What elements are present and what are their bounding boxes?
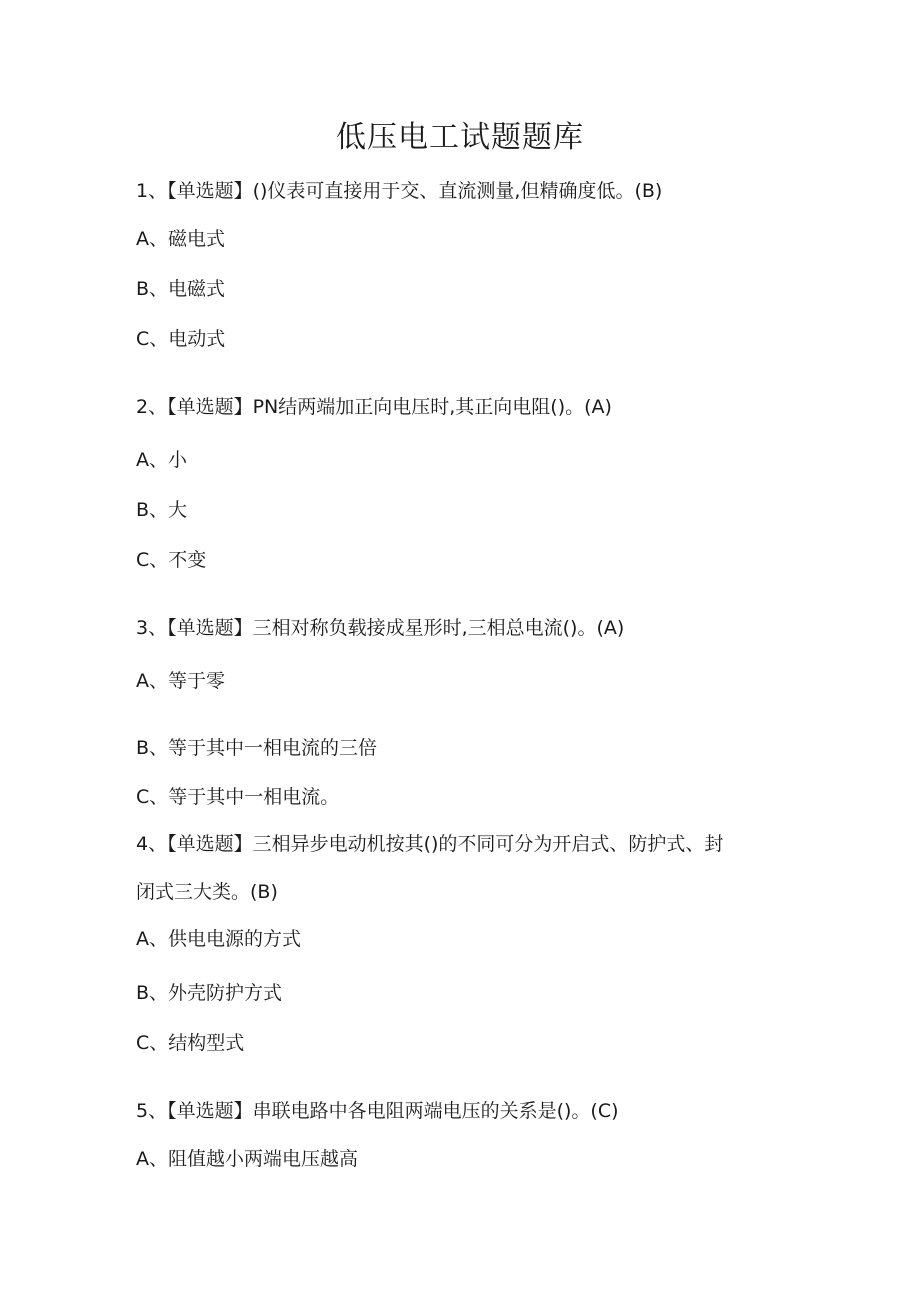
- question-4-option-a: A、供电电源的方式: [136, 928, 301, 950]
- question-4-stem-continued: 闭式三大类。(B): [136, 881, 278, 903]
- question-3-option-c: C、等于其中一相电流。: [136, 786, 340, 808]
- question-5-stem: 5、【单选题】串联电路中各电阻两端电压的关系是()。(C): [136, 1100, 619, 1122]
- question-2-option-c: C、不变: [136, 549, 207, 571]
- question-2-stem: 2、【单选题】PN结两端加正向电压时,其正向电阻()。(A): [136, 396, 612, 418]
- question-5-option-a: A、阻值越小两端电压越高: [136, 1148, 358, 1170]
- question-1-stem: 1、【单选题】()仪表可直接用于交、直流测量,但精确度低。(B): [136, 180, 663, 202]
- question-3-option-a: A、等于零: [136, 670, 225, 692]
- question-4-option-b: B、外壳防护方式: [136, 982, 283, 1004]
- question-1-option-b: B、电磁式: [136, 278, 226, 300]
- question-3-option-b: B、等于其中一相电流的三倍: [136, 737, 378, 759]
- question-3-stem: 3、【单选题】三相对称负载接成星形时,三相总电流()。(A): [136, 617, 625, 639]
- question-2-option-a: A、小: [136, 449, 187, 471]
- question-4-option-c: C、结构型式: [136, 1032, 245, 1054]
- question-4-stem: 4、【单选题】三相异步电动机按其()的不同可分为开启式、防护式、封: [136, 833, 724, 855]
- question-2-option-b: B、大: [136, 499, 188, 521]
- page-title: 低压电工试题题库: [336, 120, 584, 155]
- question-1-option-c: C、电动式: [136, 328, 226, 350]
- question-1-option-a: A、磁电式: [136, 228, 225, 250]
